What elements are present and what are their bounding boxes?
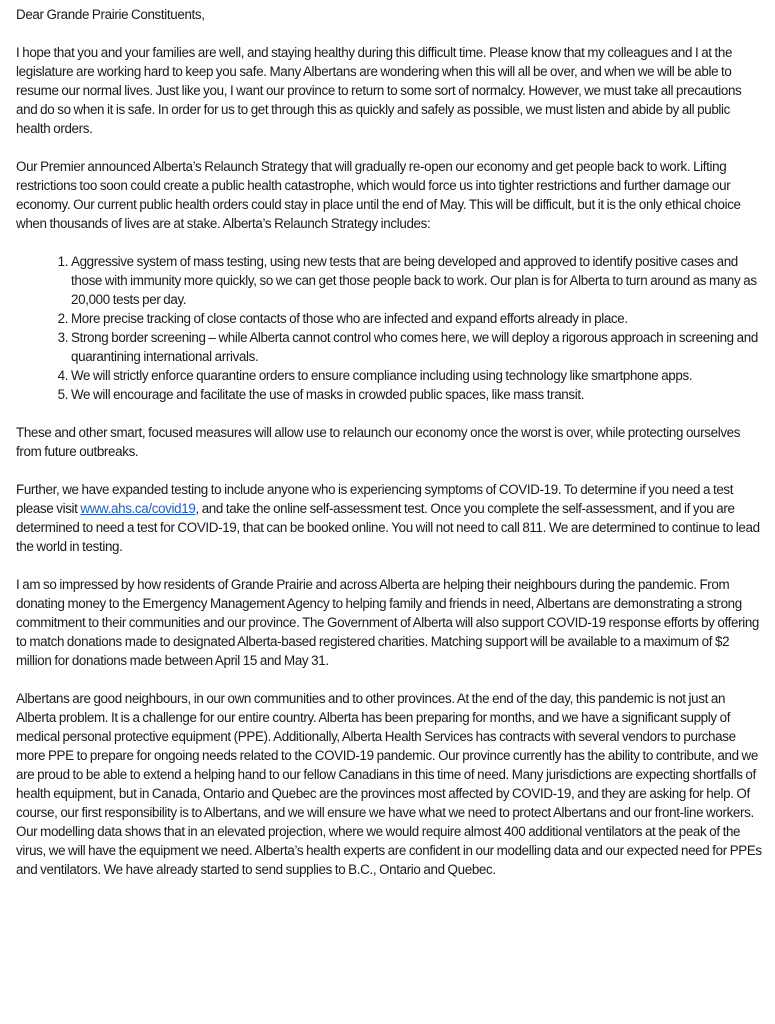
paragraph-relaunch-strategy: Our Premier announced Alberta’s Relaunch Strategy that will gradually re-open our economy and get people back to work. Lifting restrictions too soon could create a public health catastrophe, which would force us into tighter restrictions and further damage our economy. Our current public health orders could stay in place until the end of May. This will be difficult, but it is the only ethical choice when thousands of lives are at stake. Alberta’s Relaunch Strategy includes: [16, 159, 741, 231]
paragraph-intro: I hope that you and your families are well, and staying healthy during this difficult time. Please know that my colleagues and I at the legislature are working hard to keep you safe. Many Albertans are wondering when this will all be over, and when we will be able to resume our normal lives. Just like you, I want our province to return to some sort of normalcy. However, we must take all precautions and do so when it is safe. In order for us to get through this as quickly and safely as possible, we must listen and abide by all public health orders. [16, 45, 742, 136]
salutation: Dear Grande Prairie Constituents, [16, 7, 205, 22]
ahs-covid19-link[interactable]: www.ahs.ca/covid19 [80, 501, 196, 516]
paragraph-measures: These and other smart, focused measures will allow use to relaunch our economy once the worst is over, while protecting ourselves from future outbreaks. [16, 425, 741, 459]
strategy-list [16, 252, 765, 404]
testing-text-before-link: Further, we have expanded testing to include anyone who is experiencing symptoms of COVID-19. To determine if you need a test please visit [16, 482, 734, 516]
strategy-item-quarantine-enforcement: 4. We will strictly enforce quarantine orders to ensure compliance including using technology like smartphone apps. [71, 366, 765, 385]
paragraph-ppe-ventilators: Albertans are good neighbours, in our own communities and to other provinces. At the end of the day, this pandemic is not just an Alberta problem. It is a challenge for our entire country. Alberta has been preparing for months, and we have a significant supply of medical personal protective equipment (PPE). Additionally, Alberta Health Services has contracts with several vendors to purchase more PPE to prepare for ongoing needs related to the COVID-19 pandemic. Our province currently has the ability to contribute, and we are proud to be able to extend a helping hand to our fellow Canadians in this time of need. Many jurisdictions are expecting shortfalls of health equipment, but in Canada, Ontario and Quebec are the provinces most affected by COVID-19, and they are asking for help. Of course, our first responsibility is to Albertans, and we will ensure we have what we need to protect Albertans and our front-line workers. Our modelling data shows that in an elevated projection, where we would require almost 400 additional ventilators at the peak of the virus, we will have the equipment we need. Alberta’s health experts are confident in our modelling data and our expected need for PPEs and ventilators. We have already started to send supplies to B.C., Ontario and Quebec. [16, 691, 762, 877]
paragraph-community-support: I am so impressed by how residents of Grande Prairie and across Alberta are helping their neighbours during the pandemic. From donating money to the Emergency Management Agency to helping family and friends in need, Albertans are demonstrating a strong commitment to their communities and our province. The Government of Alberta will also support COVID-19 response efforts by offering to match donations made to designated Alberta-based registered charities. Matching support will be available to a maximum of $2 million for donations made between April 15 and May 31. [16, 577, 760, 668]
strategy-item-masks: 5. We will encourage and facilitate the use of masks in crowded public spaces, like mass transit. [71, 385, 765, 404]
strategy-item-contact-tracking: 2. More precise tracking of close contacts of those who are infected and expand efforts already in place. [71, 309, 765, 328]
paragraph-testing [16, 480, 765, 556]
strategy-item-border-screening: 3. Strong border screening – while Alberta cannot control who comes here, we will deploy a rigorous approach in screening and quarantining international arrivals. [71, 328, 765, 366]
strategy-item-mass-testing: 1. Aggressive system of mass testing, using new tests that are being developed and approved to identify positive cases and those with immunity more quickly, so we can get those people back to work. Our plan is for Alberta to turn around as many as 20,000 tests per day. [71, 252, 765, 309]
testing-text-after-link: , and take the online self-assessment test. Once you complete the self-assessment, and if you are determined to need a test for COVID-19, that can be booked online. You will not need to call 811. We are determined to continue to lead the world in testing. [16, 501, 760, 554]
